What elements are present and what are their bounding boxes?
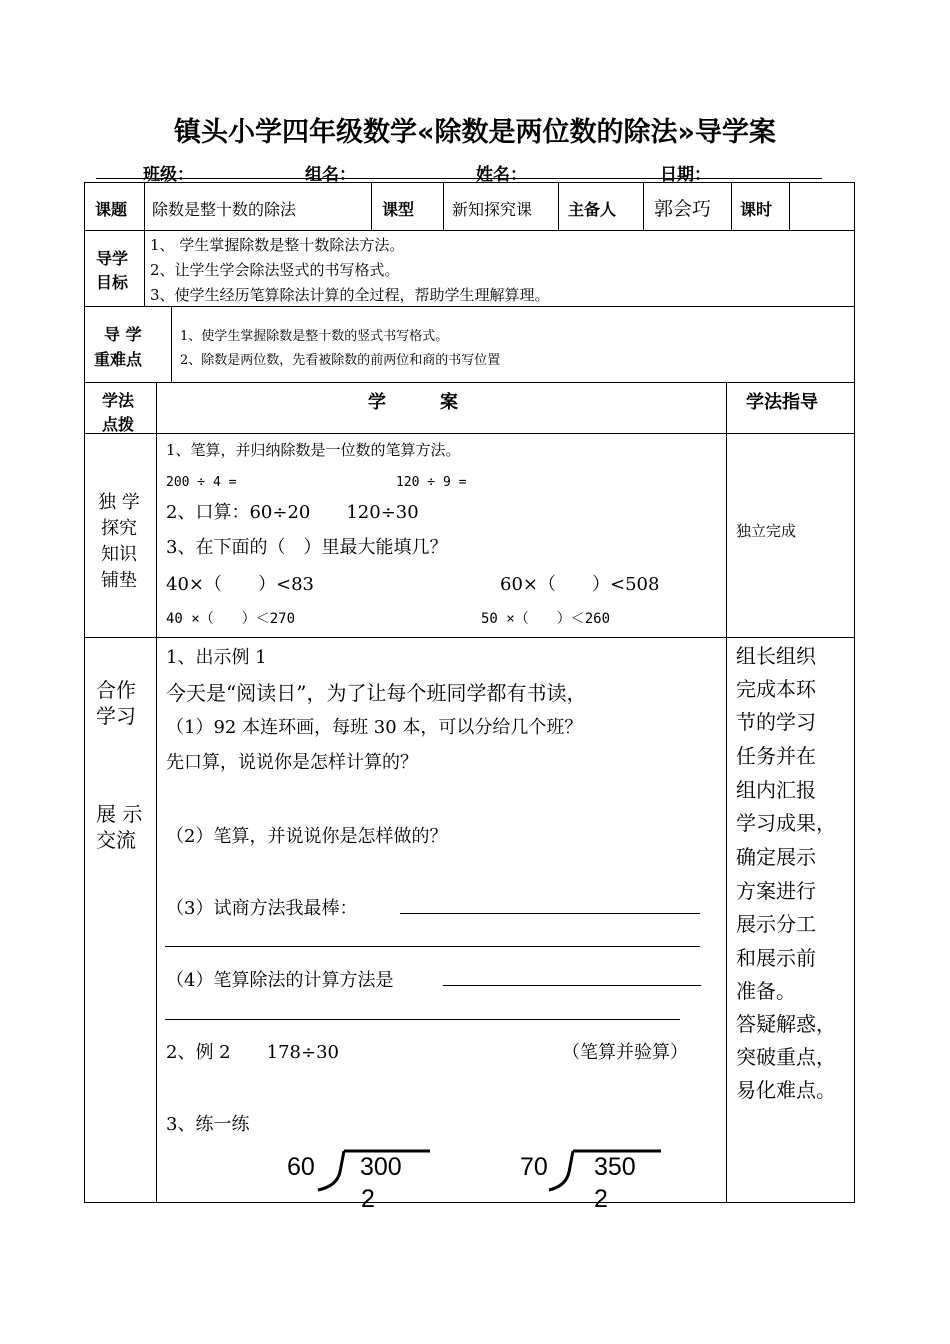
s2-guide-line: 组长组织	[736, 644, 816, 668]
s2-l1: 1、出示例 1	[166, 647, 267, 668]
col-divider	[726, 382, 727, 1203]
answer-line	[443, 985, 701, 986]
keypoint-item: 2、除数是两位数，先看被除数的前两位和商的书写位置	[180, 353, 501, 368]
guide-header: 学法指导	[746, 392, 818, 413]
s2-guide-line: 节的学习	[736, 710, 816, 734]
s1-line2: 2、口算：60÷20 120÷30	[166, 502, 419, 523]
s2-guide-line: 和展示前	[736, 946, 816, 970]
s2-guide-line: 完成本环	[736, 677, 816, 701]
keypoints-label: 导 学	[104, 325, 142, 344]
keypoint-item: 1、使学生掌握除数是整十数的竖式书写格式。	[180, 329, 449, 344]
col-divider	[171, 306, 172, 382]
s2-guide-line: 组内汇报	[736, 778, 816, 802]
s2-guide-line: 突破重点，	[736, 1045, 836, 1069]
topic-label: 课题	[95, 200, 128, 219]
col-divider	[144, 230, 145, 306]
section1-label: 探究	[101, 518, 137, 539]
s2-l9: 3、练一练	[166, 1114, 250, 1135]
row-divider	[84, 230, 855, 231]
section1-label: 知识	[101, 544, 137, 565]
date-label: 日期：	[660, 165, 711, 185]
s2-guide-line: 答疑解惑，	[736, 1012, 836, 1036]
method-header: 学法	[102, 391, 135, 410]
s1-ineq-a: 40×（ ）<83	[166, 574, 314, 595]
type-value: 新知探究课	[452, 200, 533, 219]
section1-label: 铺垫	[101, 570, 137, 591]
s1-ineq-b: 60×（ ）<508	[500, 574, 660, 595]
answer-line	[165, 946, 700, 947]
name-label: 姓名：	[476, 165, 527, 185]
division-divisor: 70	[520, 1153, 548, 1181]
col-divider	[731, 182, 732, 230]
col-divider	[789, 182, 790, 230]
s1-line1: 1、笔算，并归纳除数是一位数的笔算方法。	[166, 441, 461, 459]
goal-item: 3、使学生经历笔算除法计算的全过程，帮助学生理解算理。	[150, 286, 550, 304]
plan-header: 学 案	[368, 392, 458, 413]
s2-l2: 今天是“阅读日”，为了让每个班同学都有书读，	[166, 681, 587, 705]
s2-l3: （1）92 本连环画，每班 30 本，可以分给几个班？	[166, 717, 583, 738]
type-label: 课型	[382, 200, 415, 219]
col-divider	[144, 182, 145, 230]
s2-l4: 先口算，说说你是怎样计算的？	[166, 752, 418, 773]
s2-l8b: （笔算并验算）	[562, 1042, 688, 1063]
col-divider	[371, 182, 372, 230]
period-label: 课时	[740, 200, 773, 219]
topic-value: 除数是整十数的除法	[152, 200, 297, 219]
answer-line	[165, 1019, 680, 1020]
col-divider	[643, 182, 644, 230]
class-label: 班级：	[143, 165, 194, 185]
section2-label: 学习	[96, 704, 136, 728]
s2-guide-line: 确定展示	[736, 845, 816, 869]
s2-guide-line: 准备。	[736, 979, 796, 1003]
s2-guide-line: 任务并在	[736, 744, 816, 768]
answer-line	[400, 913, 700, 914]
section2-label: 交流	[96, 828, 136, 852]
s1-calc-a: 200 ÷ 4 =	[166, 475, 237, 490]
division-dividend: 300	[360, 1153, 402, 1181]
s2-guide-line: 展示分工	[736, 912, 816, 936]
goal-item: 2、让学生学会除法竖式的书写格式。	[150, 261, 400, 279]
col-divider	[443, 182, 444, 230]
row-divider	[84, 306, 855, 307]
row-divider	[84, 382, 855, 383]
s1-line3: 3、在下面的（ ）里最大能填几？	[166, 537, 448, 558]
section2-label: 展 示	[96, 802, 143, 826]
s1-ineq-d: 50 ×（ ）＜260	[481, 611, 611, 627]
division-below: 2	[361, 1185, 375, 1213]
s1-guide: 独立完成	[736, 522, 797, 540]
s2-guide-line: 方案进行	[736, 879, 816, 903]
s1-calc-b: 120 ÷ 9 =	[396, 475, 467, 490]
page-title: 镇头小学四年级数学«除数是两位数的除法»导学案	[174, 117, 776, 148]
preparer-value: 郭会巧	[654, 198, 712, 220]
s2-l5: （2）笔算，并说说你是怎样做的？	[166, 826, 448, 847]
s2-guide-line: 易化难点。	[736, 1078, 836, 1102]
division-below: 2	[594, 1185, 608, 1213]
division-divisor: 60	[287, 1153, 315, 1181]
section2-label: 合作	[96, 678, 136, 702]
keypoints-label: 重难点	[94, 350, 143, 369]
info-underline	[96, 178, 822, 179]
s2-l8a: 2、例 2 178÷30	[166, 1042, 339, 1063]
col-divider	[156, 382, 157, 1203]
col-divider	[558, 182, 559, 230]
s2-guide-line: 学习成果，	[736, 811, 836, 835]
preparer-label: 主备人	[568, 200, 617, 219]
section1-label: 独 学	[98, 492, 140, 513]
goal-item: 1、 学生掌握除数是整十数除法方法。	[150, 236, 405, 254]
s1-ineq-c: 40 ×（ ）＜270	[166, 611, 296, 627]
row-divider	[84, 637, 855, 638]
goals-label: 目标	[96, 273, 129, 292]
goals-label: 导学	[96, 249, 129, 268]
s2-l6: （3）试商方法我最棒：	[166, 898, 358, 919]
s2-l7: （4）笔算除法的计算方法是	[166, 970, 394, 991]
method-header: 点拨	[102, 415, 135, 434]
row-divider	[84, 433, 855, 434]
division-dividend: 350	[594, 1153, 636, 1181]
group-label: 组名：	[305, 165, 356, 185]
